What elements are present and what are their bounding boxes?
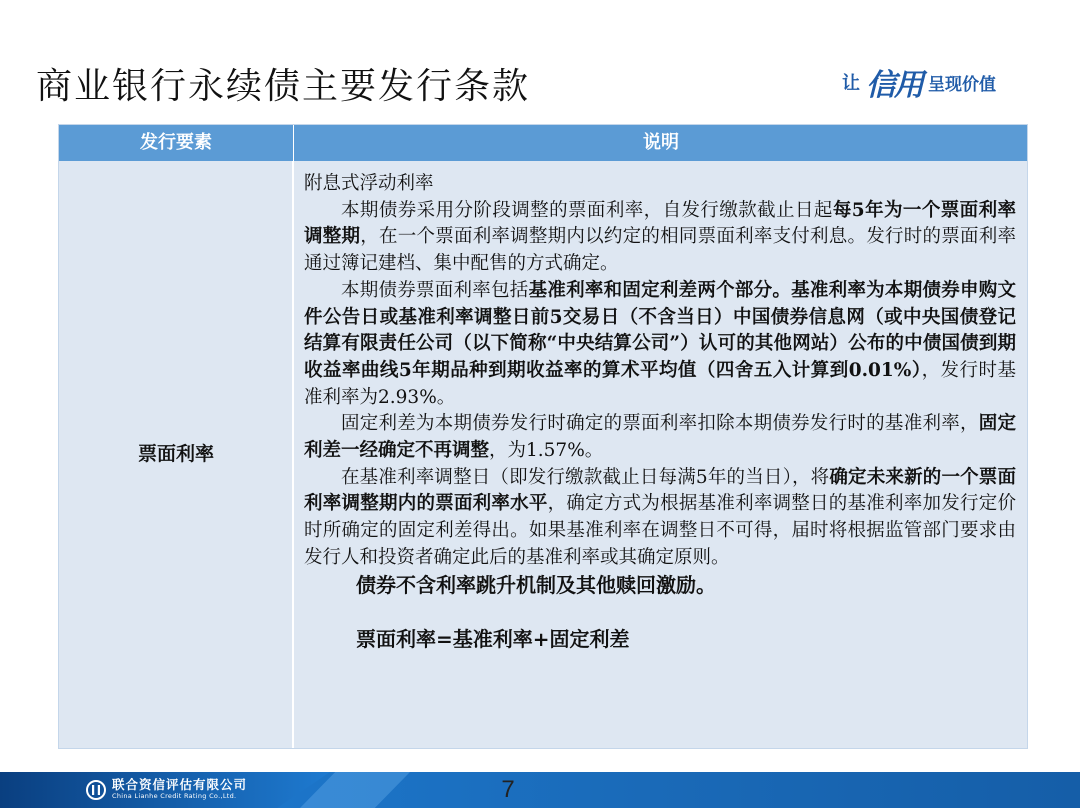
desc-text: 固定利差为本期债券发行时确定的票面利率扣除本期债券发行时的基准利率， <box>341 413 979 435</box>
desc-text: ，确定方式为根据基准利率调整日的基准利率加发行定价时所确定的固定利差得出。如果基准利率在调整日不可得，届时将根据监管部门要求由发行人和投资者确定此后的基准利率或其确定原则。 <box>304 493 1016 568</box>
desc-bold: 基准利率为本期债券申购文件公告日或基准利率调整日前5交易日（不含当日）中国债券信息网（或中央国债登记结算有限责任公司（以下简称“中央结算公司”）认可的其他网站）公布的中债国债到期收益率曲线5年期品种到期收益率的算术平均值（四舍五入计算到0.01%） <box>304 279 1016 381</box>
slogan-suffix: 呈现价值 <box>928 74 996 95</box>
spacer <box>304 600 1016 626</box>
coupon-formula: 票面利率=基准利率+固定利差 <box>356 627 630 652</box>
company-logo-icon <box>86 780 106 800</box>
desc-text: ，为1.57%。 <box>489 440 604 462</box>
table-row <box>59 161 1027 748</box>
company-name <box>112 778 247 801</box>
footer-bar <box>0 772 1080 808</box>
description-cell <box>304 171 1016 655</box>
page-number: 7 <box>501 776 515 803</box>
desc-bold: 每5年为一个票面利率调整期 <box>304 199 1016 248</box>
desc-bold: 确定未来新的一个票面利率调整期内的票面利率水平 <box>304 466 1016 515</box>
desc-bold: 固定利差一经确定不再调整 <box>304 413 1016 462</box>
company-name-cn: 联合资信评估有限公司 <box>112 777 248 792</box>
header-cell-element: 发行要素 <box>140 132 212 153</box>
desc-bold: 债券不含利率跳升机制及其他赎回激励。 <box>356 572 716 597</box>
table-header <box>59 125 1027 161</box>
slogan <box>842 62 996 102</box>
slogan-highlight: 信用 <box>866 68 922 103</box>
desc-paragraph-composition <box>304 278 1016 412</box>
page-title: 商业银行永续债主要发行条款 <box>36 66 531 107</box>
desc-bold: 两个部分。 <box>697 279 792 301</box>
desc-paragraph-adjustment <box>304 198 1016 278</box>
company-name-en: China Lianhe Credit Rating Co.,Ltd. <box>112 792 237 800</box>
desc-text: 本期债券票面利率包括 <box>341 279 529 301</box>
desc-text: ，在一个票面利率调整期内以约定的相同票面利率支付利息。发行时的票面利率通过簿记建档、集中配售的方式确定。 <box>304 226 1016 275</box>
header-cell-description: 说明 <box>293 125 1028 161</box>
desc-paragraph-formula <box>304 626 1016 655</box>
desc-paragraph-reset <box>304 465 1016 572</box>
desc-bold: 基准利率和固定利差 <box>528 279 698 301</box>
desc-text: 附息式浮动利率 <box>304 173 434 194</box>
desc-paragraph-no-stepup <box>304 572 1016 601</box>
desc-paragraph-type <box>304 171 1016 198</box>
terms-table <box>58 124 1028 749</box>
row-label-coupon-rate: 票面利率 <box>137 443 214 465</box>
desc-text: 在基准利率调整日（即发行缴款截止日每满5年的当日），将 <box>341 466 830 488</box>
slogan-prefix: 让 <box>842 73 860 94</box>
desc-text: ，发行时基准利率为2.93%。 <box>304 359 1016 408</box>
desc-paragraph-spread <box>304 411 1016 464</box>
desc-text: 本期债券采用分阶段调整的票面利率，自发行缴款截止日起 <box>341 199 833 221</box>
